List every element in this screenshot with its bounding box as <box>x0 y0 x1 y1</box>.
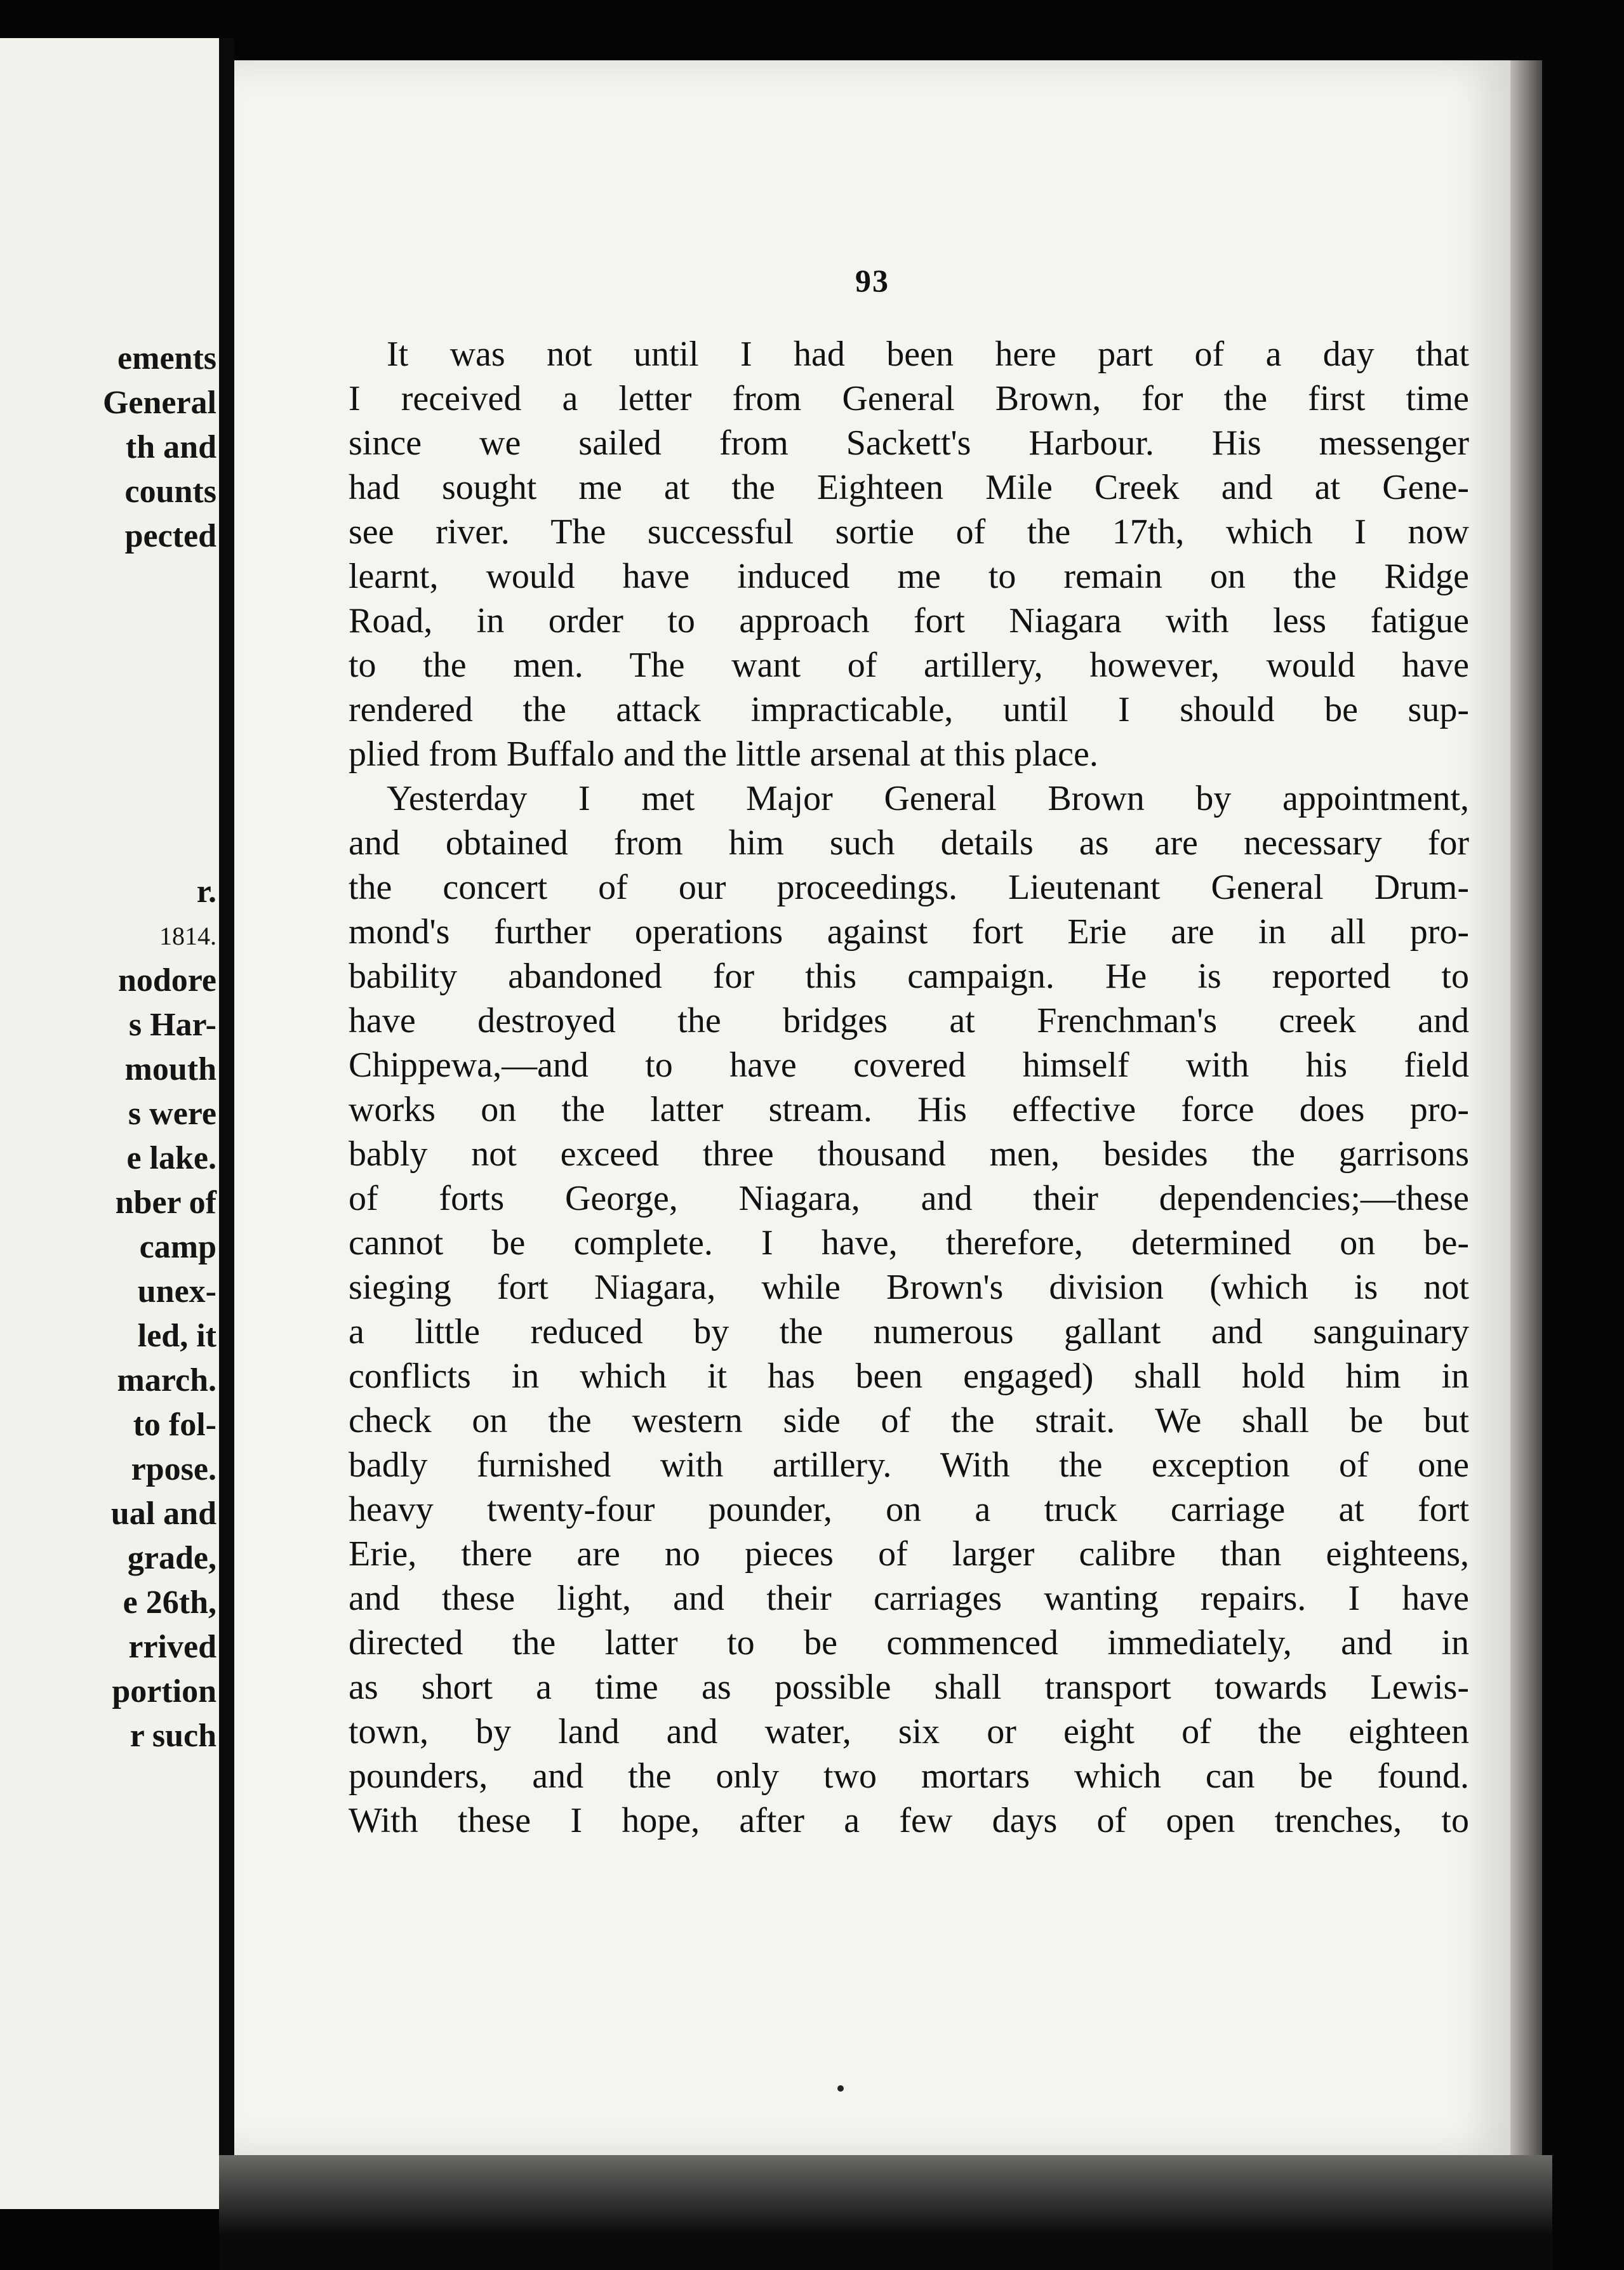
text-line: It was not until I had been here part of a day that <box>387 335 1469 374</box>
left-line: e lake. <box>126 1140 216 1176</box>
text-line: bability abandoned for this campaign. He is reported to <box>349 957 1469 996</box>
text-line: have destroyed the bridges at Frenchman's creek and <box>349 1001 1469 1040</box>
text-line: I received a letter from General Brown, for the first time <box>349 379 1469 418</box>
left-line: counts <box>124 474 216 510</box>
left-line: nber of <box>115 1185 216 1221</box>
left-page-fragment <box>0 38 219 2209</box>
text-line: rendered the attack impracticable, until I should be sup- <box>349 690 1469 729</box>
text-line: since we sailed from Sackett's Harbour. His messenger <box>349 423 1469 463</box>
left-gap <box>0 692 216 736</box>
left-line: pected <box>124 518 216 554</box>
text-line: the concert of our proceedings. Lieutenant General Drum- <box>349 868 1469 907</box>
left-line: led, it <box>137 1318 216 1354</box>
left-line: ual and <box>110 1496 216 1532</box>
left-line: rpose. <box>131 1451 216 1487</box>
text-line: pounders, and the only two mortars which can be found. <box>349 1756 1469 1796</box>
text-line: had sought me at the Eighteen Mile Creek and at Gene- <box>349 468 1469 507</box>
left-line: th and <box>125 429 216 465</box>
text-line: directed the latter to be commenced immediately, and in <box>349 1623 1469 1663</box>
left-line-year: 1814. <box>159 922 216 950</box>
left-line: r such <box>130 1718 216 1754</box>
left-line: s were <box>128 1096 216 1132</box>
text-line: and obtained from him such details as are necessary for <box>349 823 1469 863</box>
text-line: town, by land and water, six or eight of the eighteen <box>349 1712 1469 1751</box>
left-line: r. <box>196 873 216 910</box>
text-line: Chippewa,—and to have covered himself with his field <box>349 1045 1469 1085</box>
left-line: e 26th, <box>123 1584 216 1621</box>
page-number: 93 <box>855 263 889 298</box>
page-bottom-shadow <box>219 2155 1552 2270</box>
ink-speck <box>837 2085 844 2092</box>
text-line: a little reduced by the numerous gallant and sanguinary <box>349 1312 1469 1351</box>
text-line: cannot be complete. I have, therefore, determined on be- <box>349 1223 1469 1263</box>
left-line: General <box>102 385 216 421</box>
text-line: badly furnished with artillery. With the exception of one <box>349 1445 1469 1485</box>
text-line: learnt, would have induced me to remain on the Ridge <box>349 557 1469 596</box>
text-line: Yesterday I met Major General Brown by appointment, <box>387 779 1469 818</box>
text-line: sieging fort Niagara, while Brown's division (which is not <box>349 1268 1469 1307</box>
left-line: grade, <box>127 1540 216 1576</box>
text-line: Erie, there are no pieces of larger calibre than eighteens, <box>349 1534 1469 1574</box>
left-line: camp <box>139 1229 216 1265</box>
left-line: rrived <box>128 1629 216 1665</box>
text-line: heavy twenty-four pounder, on a truck carriage at fort <box>349 1490 1469 1529</box>
text-line: mond's further operations against fort Erie are in all pro- <box>349 912 1469 952</box>
text-line: and these light, and their carriages wanting repairs. I have <box>349 1579 1469 1618</box>
left-gap <box>0 781 216 825</box>
left-gap <box>0 559 216 603</box>
left-line: nodore <box>117 962 216 999</box>
page-edge-shadow <box>1510 60 1542 2155</box>
text-line: plied from Buffalo and the little arsenal at this place. <box>349 734 1098 774</box>
text-line: to the men. The want of artillery, however, would have <box>349 646 1469 685</box>
text-line: Road, in order to approach fort Niagara with less fatigue <box>349 601 1469 641</box>
text-line: With these I hope, after a few days of open trenches, to <box>349 1801 1469 1840</box>
left-line: s Har- <box>128 1007 216 1043</box>
left-line: unex- <box>137 1273 216 1310</box>
left-gap <box>0 603 216 647</box>
text-line: see river. The successful sortie of the 17th, which I now <box>349 512 1469 552</box>
left-gap <box>0 825 216 870</box>
text-line: works on the latter stream. His effective force does pro- <box>349 1090 1469 1129</box>
body-text <box>349 332 1469 1843</box>
text-line: conflicts in which it has been engaged) shall hold him in <box>349 1357 1469 1396</box>
left-line: to fol- <box>133 1407 216 1443</box>
text-line: bably not exceed three thousand men, besides the garrisons <box>349 1134 1469 1174</box>
left-line: march. <box>117 1362 216 1398</box>
book-gutter <box>219 38 234 2228</box>
right-page <box>234 60 1510 2155</box>
text-line: of forts George, Niagara, and their dependencies;—these <box>349 1179 1469 1218</box>
text-line: check on the western side of the strait. We shall be but <box>349 1401 1469 1440</box>
left-gap <box>0 647 216 692</box>
left-page-lines <box>0 336 216 1758</box>
left-line: mouth <box>124 1051 216 1087</box>
left-line: ements <box>117 340 216 376</box>
left-line: portion <box>112 1673 216 1709</box>
left-gap <box>0 736 216 781</box>
text-line: as short a time as possible shall transport towards Lewis- <box>349 1668 1469 1707</box>
